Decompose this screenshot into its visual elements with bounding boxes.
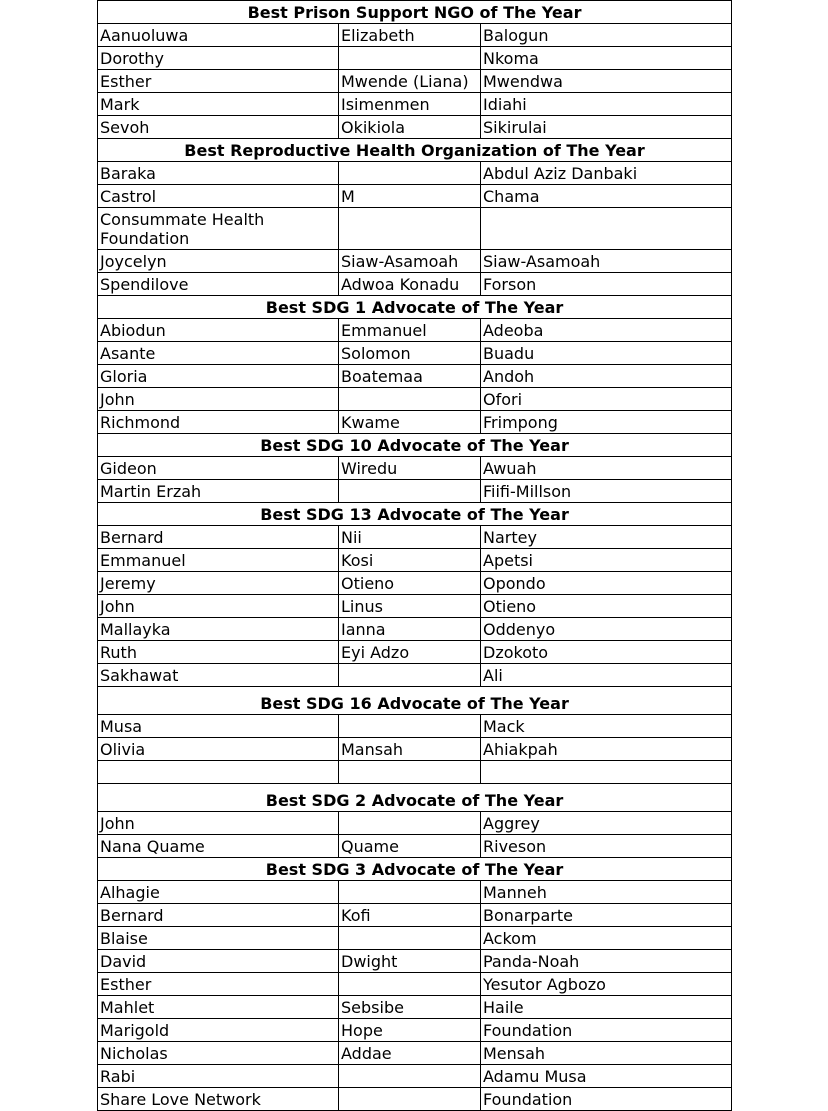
table-row — [98, 664, 732, 687]
table-row — [98, 457, 732, 480]
first-name-cell: Alhagie — [98, 881, 339, 904]
category-heading: Best SDG 16 Advocate of The Year — [98, 687, 732, 715]
first-name-cell: Ruth — [98, 641, 339, 664]
table-row — [98, 162, 732, 185]
last-name-cell: Riveson — [481, 835, 732, 858]
nominee-table — [97, 0, 732, 1111]
table-row — [98, 208, 732, 250]
first-name-cell: Asante — [98, 342, 339, 365]
table-row — [98, 595, 732, 618]
middle-name-cell: Solomon — [339, 342, 481, 365]
middle-name-cell — [339, 1065, 481, 1088]
first-name-cell: Musa — [98, 715, 339, 738]
last-name-cell: Awuah — [481, 457, 732, 480]
first-name-cell: Baraka — [98, 162, 339, 185]
category-heading-row — [98, 858, 732, 881]
first-name-cell: Spendilove — [98, 273, 339, 296]
middle-name-cell — [339, 664, 481, 687]
last-name-cell: Manneh — [481, 881, 732, 904]
first-name-cell: Gideon — [98, 457, 339, 480]
last-name-cell: Frimpong — [481, 411, 732, 434]
first-name-cell: Rabi — [98, 1065, 339, 1088]
last-name-cell: Abdul Aziz Danbaki — [481, 162, 732, 185]
middle-name-cell: Kofi — [339, 904, 481, 927]
table-row — [98, 641, 732, 664]
last-name-cell: Sikirulai — [481, 116, 732, 139]
middle-name-cell: Emmanuel — [339, 319, 481, 342]
first-name-cell: Richmond — [98, 411, 339, 434]
table-row — [98, 1065, 732, 1088]
category-heading-row — [98, 784, 732, 812]
middle-name-cell: Adwoa Konadu — [339, 273, 481, 296]
middle-name-cell — [339, 812, 481, 835]
first-name-cell: Joycelyn — [98, 250, 339, 273]
table-row — [98, 618, 732, 641]
last-name-cell: Apetsi — [481, 549, 732, 572]
first-name-cell: Esther — [98, 70, 339, 93]
first-name-cell: Esther — [98, 973, 339, 996]
first-name-cell: Nana Quame — [98, 835, 339, 858]
first-name-cell — [98, 761, 339, 784]
table-row — [98, 70, 732, 93]
table-row — [98, 715, 732, 738]
middle-name-cell: M — [339, 185, 481, 208]
middle-name-cell: Mansah — [339, 738, 481, 761]
middle-name-cell: Okikiola — [339, 116, 481, 139]
last-name-cell: Ofori — [481, 388, 732, 411]
first-name-cell: Nicholas — [98, 1042, 339, 1065]
last-name-cell: Oddenyo — [481, 618, 732, 641]
middle-name-cell — [339, 208, 481, 250]
first-name-cell: Martin Erzah — [98, 480, 339, 503]
first-name-cell: Abiodun — [98, 319, 339, 342]
middle-name-cell — [339, 715, 481, 738]
category-heading: Best Prison Support NGO of The Year — [98, 1, 732, 24]
first-name-cell: Mark — [98, 93, 339, 116]
middle-name-cell: Elizabeth — [339, 24, 481, 47]
category-heading: Best SDG 13 Advocate of The Year — [98, 503, 732, 526]
first-name-cell: Consummate Health Foundation — [98, 208, 339, 250]
table-row — [98, 835, 732, 858]
first-name-cell: John — [98, 595, 339, 618]
middle-name-cell: Addae — [339, 1042, 481, 1065]
category-heading: Best Reproductive Health Organization of The Year — [98, 139, 732, 162]
last-name-cell: Nartey — [481, 526, 732, 549]
table-row — [98, 93, 732, 116]
category-heading: Best SDG 3 Advocate of The Year — [98, 858, 732, 881]
last-name-cell: Mensah — [481, 1042, 732, 1065]
last-name-cell: Siaw-Asamoah — [481, 250, 732, 273]
category-heading-row — [98, 434, 732, 457]
middle-name-cell — [339, 1088, 481, 1111]
table-row — [98, 1042, 732, 1065]
middle-name-cell: Wiredu — [339, 457, 481, 480]
table-row — [98, 185, 732, 208]
last-name-cell: Dzokoto — [481, 641, 732, 664]
category-heading-row — [98, 503, 732, 526]
first-name-cell: Bernard — [98, 526, 339, 549]
last-name-cell: Nkoma — [481, 47, 732, 70]
table-row — [98, 927, 732, 950]
first-name-cell: Dorothy — [98, 47, 339, 70]
table-row — [98, 812, 732, 835]
category-heading-row — [98, 687, 732, 715]
last-name-cell: Bonarparte — [481, 904, 732, 927]
first-name-cell: David — [98, 950, 339, 973]
last-name-cell: Mack — [481, 715, 732, 738]
last-name-cell: Fiifi-Millson — [481, 480, 732, 503]
table-row — [98, 24, 732, 47]
table-row — [98, 365, 732, 388]
first-name-cell: Share Love Network — [98, 1088, 339, 1111]
middle-name-cell — [339, 162, 481, 185]
middle-name-cell: Kosi — [339, 549, 481, 572]
last-name-cell: Buadu — [481, 342, 732, 365]
last-name-cell — [481, 208, 732, 250]
middle-name-cell: Otieno — [339, 572, 481, 595]
last-name-cell: Idiahi — [481, 93, 732, 116]
middle-name-cell: Eyi Adzo — [339, 641, 481, 664]
first-name-cell: Emmanuel — [98, 549, 339, 572]
table-row — [98, 904, 732, 927]
category-heading: Best SDG 1 Advocate of The Year — [98, 296, 732, 319]
middle-name-cell — [339, 927, 481, 950]
middle-name-cell: Linus — [339, 595, 481, 618]
middle-name-cell: Boatemaa — [339, 365, 481, 388]
category-heading: Best SDG 10 Advocate of The Year — [98, 434, 732, 457]
last-name-cell: Foundation — [481, 1019, 732, 1042]
awards-nominee-sheet — [97, 0, 731, 1111]
table-row — [98, 973, 732, 996]
last-name-cell: Haile — [481, 996, 732, 1019]
first-name-cell: Mahlet — [98, 996, 339, 1019]
table-row — [98, 738, 732, 761]
middle-name-cell: Nii — [339, 526, 481, 549]
table-row — [98, 319, 732, 342]
first-name-cell: Blaise — [98, 927, 339, 950]
category-heading: Best SDG 2 Advocate of The Year — [98, 784, 732, 812]
last-name-cell: Otieno — [481, 595, 732, 618]
first-name-cell: Castrol — [98, 185, 339, 208]
last-name-cell: Yesutor Agbozo — [481, 973, 732, 996]
nominee-table-body — [98, 1, 732, 1111]
table-row — [98, 549, 732, 572]
first-name-cell: Olivia — [98, 738, 339, 761]
table-row — [98, 480, 732, 503]
first-name-cell: Marigold — [98, 1019, 339, 1042]
last-name-cell: Mwendwa — [481, 70, 732, 93]
last-name-cell: Balogun — [481, 24, 732, 47]
last-name-cell: Andoh — [481, 365, 732, 388]
middle-name-cell: Siaw-Asamoah — [339, 250, 481, 273]
table-row — [98, 761, 732, 784]
first-name-cell: John — [98, 388, 339, 411]
middle-name-cell: Hope — [339, 1019, 481, 1042]
last-name-cell: Opondo — [481, 572, 732, 595]
table-row — [98, 342, 732, 365]
table-row — [98, 572, 732, 595]
middle-name-cell: Dwight — [339, 950, 481, 973]
middle-name-cell — [339, 881, 481, 904]
last-name-cell: Foundation — [481, 1088, 732, 1111]
table-row — [98, 250, 732, 273]
middle-name-cell: Quame — [339, 835, 481, 858]
table-row — [98, 526, 732, 549]
middle-name-cell — [339, 973, 481, 996]
last-name-cell: Aggrey — [481, 812, 732, 835]
middle-name-cell: Sebsibe — [339, 996, 481, 1019]
last-name-cell: Ackom — [481, 927, 732, 950]
middle-name-cell: Ianna — [339, 618, 481, 641]
first-name-cell: Bernard — [98, 904, 339, 927]
middle-name-cell — [339, 480, 481, 503]
category-heading-row — [98, 1, 732, 24]
table-row — [98, 996, 732, 1019]
first-name-cell: Aanuoluwa — [98, 24, 339, 47]
last-name-cell: Adeoba — [481, 319, 732, 342]
middle-name-cell: Isimenmen — [339, 93, 481, 116]
middle-name-cell: Kwame — [339, 411, 481, 434]
table-row — [98, 1088, 732, 1111]
first-name-cell: Mallayka — [98, 618, 339, 641]
category-heading-row — [98, 139, 732, 162]
table-row — [98, 116, 732, 139]
last-name-cell: Forson — [481, 273, 732, 296]
category-heading-row — [98, 296, 732, 319]
first-name-cell: Sakhawat — [98, 664, 339, 687]
first-name-cell: Jeremy — [98, 572, 339, 595]
last-name-cell: Panda-Noah — [481, 950, 732, 973]
last-name-cell: Ali — [481, 664, 732, 687]
table-row — [98, 1019, 732, 1042]
middle-name-cell: Mwende (Liana) — [339, 70, 481, 93]
table-row — [98, 881, 732, 904]
last-name-cell — [481, 761, 732, 784]
middle-name-cell — [339, 761, 481, 784]
table-row — [98, 411, 732, 434]
middle-name-cell — [339, 388, 481, 411]
first-name-cell: Gloria — [98, 365, 339, 388]
table-row — [98, 47, 732, 70]
table-row — [98, 388, 732, 411]
last-name-cell: Chama — [481, 185, 732, 208]
first-name-cell: John — [98, 812, 339, 835]
middle-name-cell — [339, 47, 481, 70]
table-row — [98, 273, 732, 296]
table-row — [98, 950, 732, 973]
first-name-cell: Sevoh — [98, 116, 339, 139]
last-name-cell: Adamu Musa — [481, 1065, 732, 1088]
last-name-cell: Ahiakpah — [481, 738, 732, 761]
